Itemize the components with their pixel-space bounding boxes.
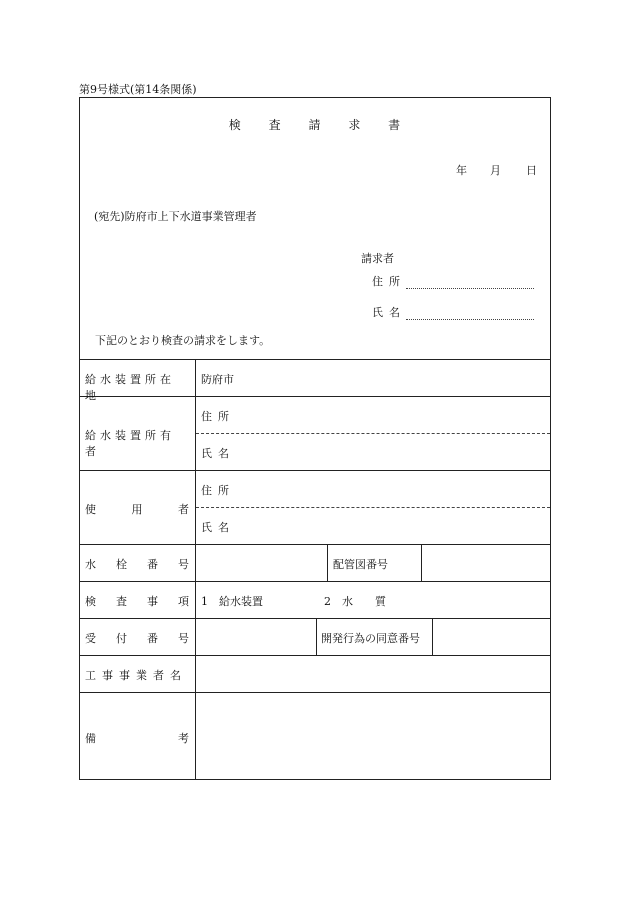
request-form [79,97,551,780]
date-month: 月 [490,164,501,177]
inspection-items-label: 検 査 事 項 [85,595,189,608]
row-divider [80,470,550,471]
row-divider [80,581,550,582]
form-number-label: 第9号様式(第14条関係) [79,83,197,96]
development-consent-number-field[interactable] [433,618,550,655]
contractor-label [85,667,189,683]
requester-name-field[interactable] [406,319,534,320]
requester-address-row [372,273,406,289]
owner-name-field[interactable]: 氏 名 [201,447,229,460]
contractor-label-text: 工事事業者名 [85,669,187,682]
hydrant-number-label: 水 栓 番 号 [85,558,189,571]
reception-number-label: 受 付 番 号 [85,632,189,645]
piping-map-number-label: 配管図番号 [333,558,388,571]
requester-name-label: 氏 名 [372,306,400,319]
intro-text: 下記のとおり検査の請求をします。 [95,334,271,347]
reception-number-field[interactable] [196,618,316,655]
row-divider [80,359,550,360]
inspection-item-water-quality[interactable]: 2 水 質 [324,595,386,608]
location-value[interactable]: 防府市 [201,373,234,386]
user-label: 使 用 者 [85,503,189,516]
column-divider [327,544,328,581]
remarks-label: 備 考 [85,732,189,745]
date-day: 日 [526,164,537,177]
subrow-divider [196,507,550,508]
column-divider [316,618,317,655]
requester-address-label: 住 所 [372,275,400,288]
location-label [85,371,189,403]
owner-label [85,427,189,459]
requester-name-row [372,304,406,320]
development-consent-number-label: 開発行為の同意番号 [321,632,420,645]
form-title [80,116,550,133]
addressee: (宛先)防府市上下水道事業管理者 [94,210,257,223]
requester-address-field[interactable] [406,288,534,289]
subrow-divider [196,433,550,434]
remarks-field[interactable] [196,692,550,779]
contractor-field[interactable] [196,655,550,692]
owner-address-field[interactable]: 住 所 [201,410,229,423]
title-char: 検 [228,118,242,132]
inspection-item-water-supply[interactable]: 1 給水装置 [201,595,263,608]
title-char: 求 [348,118,362,132]
date-year: 年 [456,164,467,177]
user-address-field[interactable]: 住 所 [201,484,229,497]
user-name-field[interactable]: 氏 名 [201,521,229,534]
piping-map-number-field[interactable] [422,544,550,581]
title-char: 書 [388,118,402,132]
location-label-text: 給水装置所在地 [85,373,175,402]
hydrant-number-field[interactable] [196,544,327,581]
requester-label: 請求者 [361,252,394,265]
title-char: 査 [268,118,282,132]
owner-label-text: 給水装置所有者 [85,429,175,458]
title-char: 請 [308,118,322,132]
